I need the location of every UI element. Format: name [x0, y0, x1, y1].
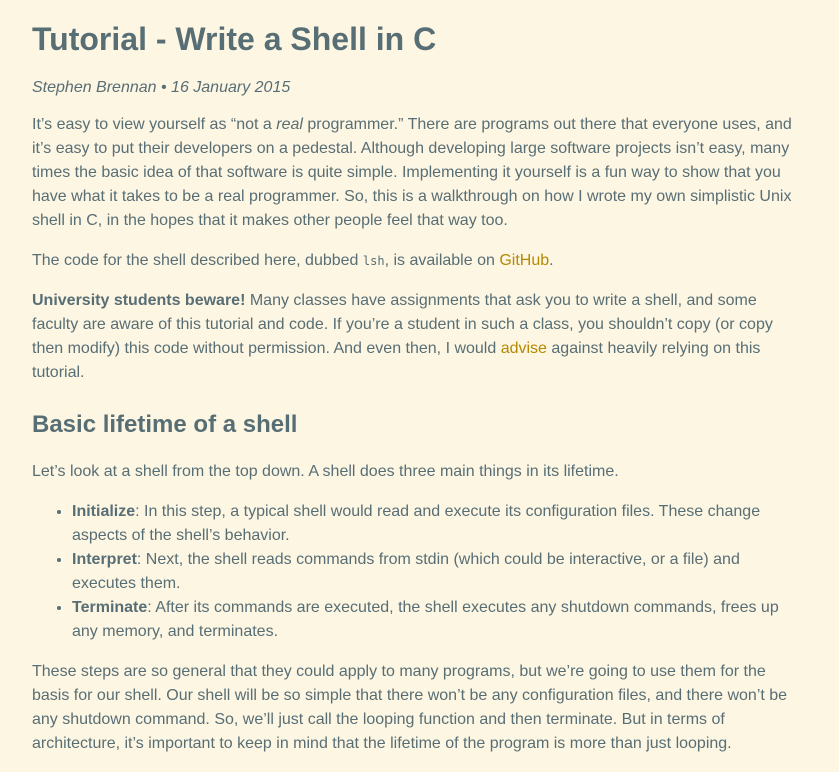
lifetime-steps-list — [32, 500, 802, 644]
code-text-middle: , is available on — [384, 252, 500, 269]
intro-paragraph — [32, 113, 802, 233]
code-text-end: . — [549, 252, 554, 269]
list-item — [72, 548, 802, 596]
code-paragraph — [32, 249, 802, 273]
closing-paragraph: These steps are so general that they could apply to many programs, but we’re going to use them for the basis for our shell. Our shell will be so simple that there won’t be any configuration files, and there won’t be any shutdown command. So, we’ll just call the looping function and then terminate. But in terms of architecture, it’s important to keep in mind that the lifetime of the program is more than just looping. — [32, 663, 788, 752]
article-body — [32, 113, 802, 772]
list-item — [72, 596, 802, 644]
code-text-start: The code for the shell described here, dubbed — [32, 252, 363, 269]
lsh-code: lsh — [362, 254, 385, 268]
step-term: Terminate — [72, 599, 148, 616]
step-term: Interpret — [72, 551, 137, 568]
intro-text-start: It’s easy to view yourself as “not a — [32, 116, 277, 133]
list-item — [72, 500, 802, 548]
warning-text-start: Many classes have assignments that ask you to write a shell, and some faculty are aware of this tutorial and code. If you’re a student in such a class, you shouldn’t copy (or copy then modify) this code without permission. And even then, I would — [32, 292, 773, 357]
step-description: : Next, the shell reads commands from stdin (which could be interactive, or a file) and executes them. — [72, 551, 740, 592]
step-description: : In this step, a typical shell would read and execute its configuration files. These change aspects of the shell’s behavior. — [72, 503, 761, 544]
step-term: Initialize — [72, 503, 136, 520]
warning-paragraph — [32, 289, 802, 385]
article-byline: Stephen Brennan • 16 January 2015 — [32, 79, 291, 96]
warning-text-end: against heavily relying on this tutorial. — [32, 340, 761, 381]
intro-emphasis: real — [276, 116, 303, 133]
warning-strong: University students beware! — [32, 292, 246, 309]
step-description: : After its commands are executed, the shell executes any shutdown commands, frees up any memory, and terminates. — [72, 599, 779, 640]
intro-text-end: programmer.” There are programs out there that everyone uses, and it’s easy to put their developers on a pedestal. Although developing large software projects isn’t easy, many times the basic idea of that software is quite simple. Implementing it yourself is a fun way to show that you have what it takes to be a real programmer. So, this is a walkthrough on how I wrote my own simplistic Unix shell in C, in the hopes that it makes other people feel that way too. — [32, 116, 792, 229]
section-heading: Basic lifetime of a shell — [32, 411, 298, 438]
section-intro: Let’s look at a shell from the top down. A shell does three main things in its lifetime. — [32, 463, 619, 480]
advise-link[interactable]: advise — [500, 340, 547, 357]
github-link[interactable]: GitHub — [499, 252, 550, 269]
article-title: Tutorial - Write a Shell in C — [32, 21, 437, 57]
